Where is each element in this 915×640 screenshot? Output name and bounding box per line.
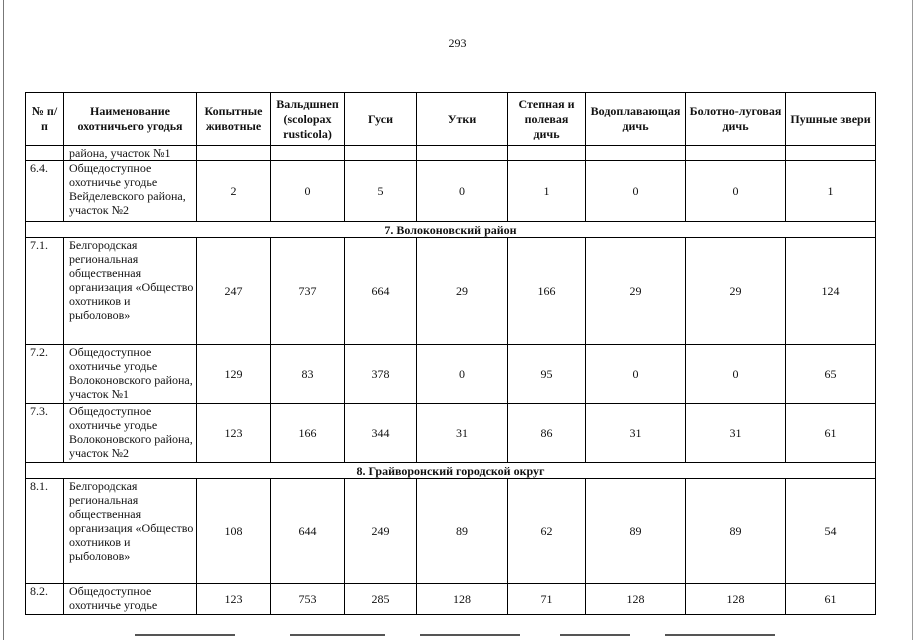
cell-ducks [417, 146, 508, 161]
header-fur: Пушные звери [786, 93, 876, 146]
cell-waterfowl: 29 [586, 238, 686, 345]
row-num: 6.4. [26, 161, 64, 222]
header-ducks: Утки [417, 93, 508, 146]
cell-steppe: 71 [508, 584, 586, 615]
scan-mark [560, 634, 630, 636]
cell-marsh: 31 [686, 404, 786, 463]
cell-steppe: 62 [508, 479, 586, 584]
cell-woodcock: 644 [271, 479, 345, 584]
cell-woodcock: 83 [271, 345, 345, 404]
row-num [26, 146, 64, 161]
section-title: 7. Волоконовский район [26, 222, 876, 238]
scan-edge-left [3, 0, 4, 640]
table-row [26, 161, 876, 222]
cell-steppe: 86 [508, 404, 586, 463]
row-name: Белгородская региональная общественная организация «Общество охотников и рыболовов» [64, 479, 197, 584]
cell-ducks: 31 [417, 404, 508, 463]
header-marsh: Болотно-луговая дичь [686, 93, 786, 146]
table-row [26, 345, 876, 404]
cell-fur: 61 [786, 404, 876, 463]
row-name: Общедоступное охотничье угодье Волоконовского района, участок №2 [64, 404, 197, 463]
row-name: района, участок №1 [64, 146, 197, 161]
header-waterfowl: Водоплавающая дичь [586, 93, 686, 146]
section-row [26, 463, 876, 479]
cell-steppe: 1 [508, 161, 586, 222]
cell-fur: 54 [786, 479, 876, 584]
cell-steppe [508, 146, 586, 161]
cell-fur: 1 [786, 161, 876, 222]
cell-waterfowl: 128 [586, 584, 686, 615]
cell-waterfowl: 89 [586, 479, 686, 584]
cell-ducks: 0 [417, 161, 508, 222]
row-num: 8.2. [26, 584, 64, 615]
cell-marsh: 128 [686, 584, 786, 615]
scan-mark [290, 634, 385, 636]
cell-fur: 61 [786, 584, 876, 615]
scan-edge-right [912, 0, 913, 640]
cell-geese: 5 [345, 161, 417, 222]
cell-woodcock: 0 [271, 161, 345, 222]
header-geese: Гуси [345, 93, 417, 146]
cell-ungulates: 123 [197, 404, 271, 463]
cell-geese: 344 [345, 404, 417, 463]
section-title: 8. Грайворонский городской округ [26, 463, 876, 479]
cell-geese [345, 146, 417, 161]
cell-woodcock: 753 [271, 584, 345, 615]
cell-woodcock [271, 146, 345, 161]
header-woodcock: Вальдшнеп (scolopax rusticola) [271, 93, 345, 146]
row-name: Общедоступное охотничье угодье [64, 584, 197, 615]
cell-steppe: 166 [508, 238, 586, 345]
table-row [26, 479, 876, 584]
cell-ducks: 89 [417, 479, 508, 584]
row-num: 7.1. [26, 238, 64, 345]
cell-marsh [686, 146, 786, 161]
cell-ungulates [197, 146, 271, 161]
row-name: Белгородская региональная общественная организация «Общество охотников и рыболовов» [64, 238, 197, 345]
cell-geese: 285 [345, 584, 417, 615]
page-number: 293 [448, 36, 467, 50]
cell-fur: 124 [786, 238, 876, 345]
cell-woodcock: 166 [271, 404, 345, 463]
cell-marsh: 0 [686, 161, 786, 222]
header-ungulates: Копытные животные [197, 93, 271, 146]
scan-mark [420, 634, 520, 636]
cell-ungulates: 108 [197, 479, 271, 584]
row-num: 7.2. [26, 345, 64, 404]
cell-fur [786, 146, 876, 161]
cell-marsh: 89 [686, 479, 786, 584]
table-row [26, 584, 876, 615]
table-row [26, 404, 876, 463]
cell-steppe: 95 [508, 345, 586, 404]
table-row [26, 238, 876, 345]
cell-waterfowl [586, 146, 686, 161]
cell-geese: 249 [345, 479, 417, 584]
cell-geese: 664 [345, 238, 417, 345]
cell-ungulates: 2 [197, 161, 271, 222]
row-num: 7.3. [26, 404, 64, 463]
table-row [26, 146, 876, 161]
hunting-grounds-table [25, 92, 876, 615]
row-name: Общедоступное охотничье угодье Вейделевского района, участок №2 [64, 161, 197, 222]
cell-ducks: 128 [417, 584, 508, 615]
cell-waterfowl: 0 [586, 345, 686, 404]
header-num: № п/п [26, 93, 64, 146]
section-row [26, 222, 876, 238]
cell-marsh: 29 [686, 238, 786, 345]
cell-geese: 378 [345, 345, 417, 404]
cell-marsh: 0 [686, 345, 786, 404]
cell-woodcock: 737 [271, 238, 345, 345]
cell-ducks: 0 [417, 345, 508, 404]
header-row [26, 93, 876, 146]
cell-ungulates: 129 [197, 345, 271, 404]
header-steppe: Степная и полевая дичь [508, 93, 586, 146]
cell-ducks: 29 [417, 238, 508, 345]
scan-mark [665, 634, 775, 636]
cell-fur: 65 [786, 345, 876, 404]
row-num: 8.1. [26, 479, 64, 584]
cell-waterfowl: 31 [586, 404, 686, 463]
scan-bottom-marks [0, 634, 915, 636]
row-name: Общедоступное охотничье угодье Волоконовского района, участок №1 [64, 345, 197, 404]
cell-ungulates: 247 [197, 238, 271, 345]
scan-mark [135, 634, 235, 636]
cell-waterfowl: 0 [586, 161, 686, 222]
header-name: Наименование охотничьего угодья [64, 93, 197, 146]
cell-ungulates: 123 [197, 584, 271, 615]
